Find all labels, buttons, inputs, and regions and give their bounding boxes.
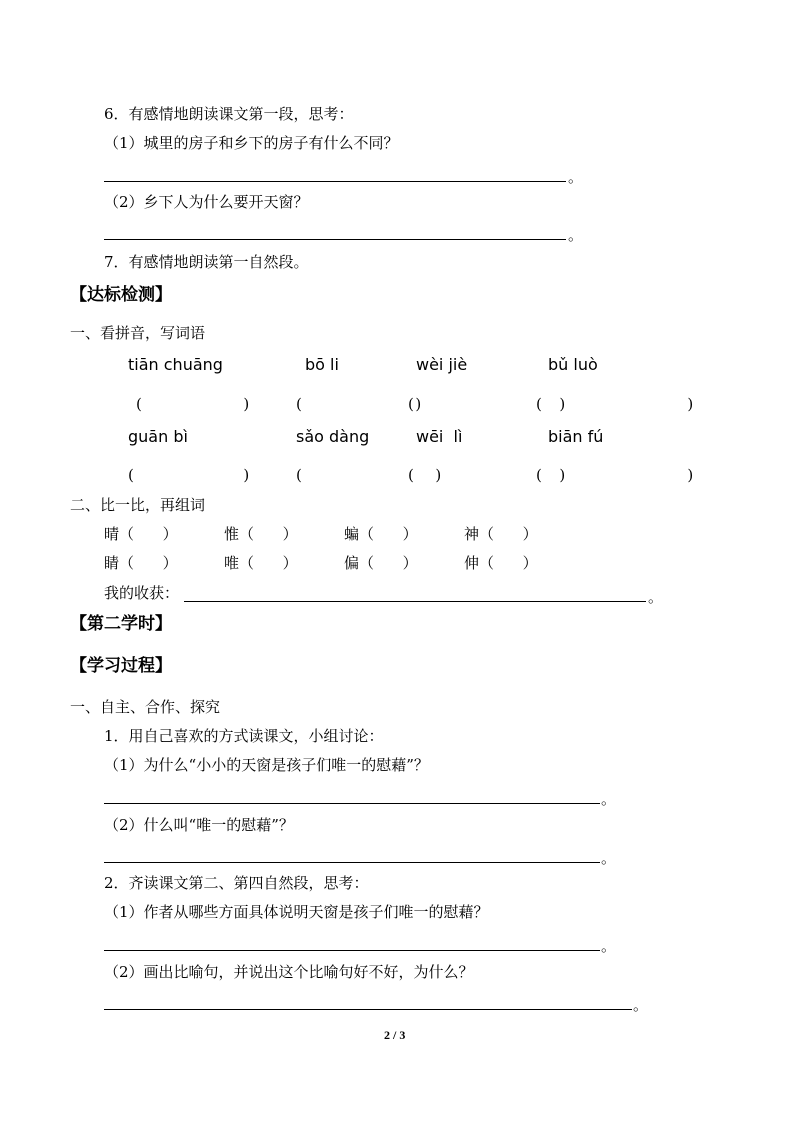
compare-item[interactable]: 晴（ ） — [104, 525, 178, 543]
answer-blank[interactable]: ( ) — [296, 395, 422, 413]
compare-item[interactable]: 睛（ ） — [104, 554, 178, 572]
answer-blank[interactable]: ( ) — [536, 466, 694, 484]
compare-item[interactable]: 惟（ ） — [224, 525, 298, 543]
question-1: 1．用自己喜欢的方式读课文，小组讨论： — [104, 727, 384, 745]
question-2-sub2: （2）画出比喻句，并说出这个比喻句好不好，为什么？ — [104, 963, 474, 981]
compare-item[interactable]: 蝙（ ） — [344, 525, 418, 543]
answer-line[interactable] — [104, 950, 600, 951]
answer-line[interactable] — [104, 239, 566, 240]
answer-line[interactable] — [104, 1009, 632, 1010]
period: 。 — [601, 849, 617, 867]
question-2-sub1: （1）作者从哪些方面具体说明天窗是孩子们唯一的慰藉？ — [104, 903, 489, 921]
answer-line[interactable] — [184, 601, 646, 602]
question-6-title: 6．有感情地朗读课文第一段，思考： — [104, 105, 354, 123]
question-1-sub2: （2）什么叫“唯一的慰藉”？ — [104, 816, 294, 834]
part3-title: 一、自主、合作、探究 — [70, 698, 221, 716]
answer-blank[interactable]: ( ) — [408, 395, 566, 413]
section-heading-dabiao: 【达标检测】 — [70, 285, 172, 305]
compare-item[interactable]: 神（ ） — [464, 525, 538, 543]
pinyin-item: bǔ luò — [548, 355, 598, 374]
period: 。 — [601, 790, 617, 808]
question-1-sub1: （1）为什么“小小的天窗是孩子们唯一的慰藉”？ — [104, 756, 429, 774]
part2-title: 二、比一比，再组词 — [70, 496, 206, 514]
pinyin-item: sǎo dàng — [296, 427, 370, 446]
period: 。 — [648, 588, 664, 606]
question-6-sub2: （2）乡下人为什么要开天窗？ — [104, 193, 309, 211]
answer-blank[interactable]: ( ) — [296, 466, 442, 484]
harvest-label: 我的收获： — [104, 584, 180, 602]
section-heading-process: 【学习过程】 — [70, 656, 172, 676]
part1-title: 一、看拼音，写词语 — [70, 324, 206, 342]
answer-line[interactable] — [104, 862, 600, 863]
question-6-sub1: （1）城里的房子和乡下的房子有什么不同？ — [104, 134, 399, 152]
pinyin-item: bō li — [305, 355, 339, 374]
answer-blank[interactable]: ( ) — [128, 466, 250, 484]
period: 。 — [633, 996, 649, 1014]
period: 。 — [568, 226, 584, 244]
compare-item[interactable]: 伸（ ） — [464, 554, 538, 572]
answer-blank[interactable]: ( ) — [136, 395, 250, 413]
question-7: 7．有感情地朗读第一自然段。 — [104, 253, 309, 271]
section-heading-lesson2: 【第二学时】 — [70, 614, 172, 634]
compare-item[interactable]: 偏（ ） — [344, 554, 418, 572]
period: 。 — [568, 168, 584, 186]
pinyin-item: tiān chuāng — [128, 355, 223, 374]
pinyin-item: biān fú — [548, 427, 604, 446]
compare-item[interactable]: 唯（ ） — [224, 554, 298, 572]
pinyin-item: wēi lì — [416, 427, 463, 446]
page-number: 2 / 3 — [384, 1028, 406, 1042]
answer-blank[interactable]: ( ) — [536, 395, 694, 413]
question-2: 2．齐读课文第二、第四自然段，思考： — [104, 874, 369, 892]
answer-line[interactable] — [104, 181, 566, 182]
pinyin-item: guān bì — [128, 427, 188, 446]
pinyin-item: wèi jiè — [416, 355, 468, 374]
answer-line[interactable] — [104, 803, 600, 804]
answer-blank[interactable]: ( ) — [408, 466, 566, 484]
period: 。 — [601, 937, 617, 955]
